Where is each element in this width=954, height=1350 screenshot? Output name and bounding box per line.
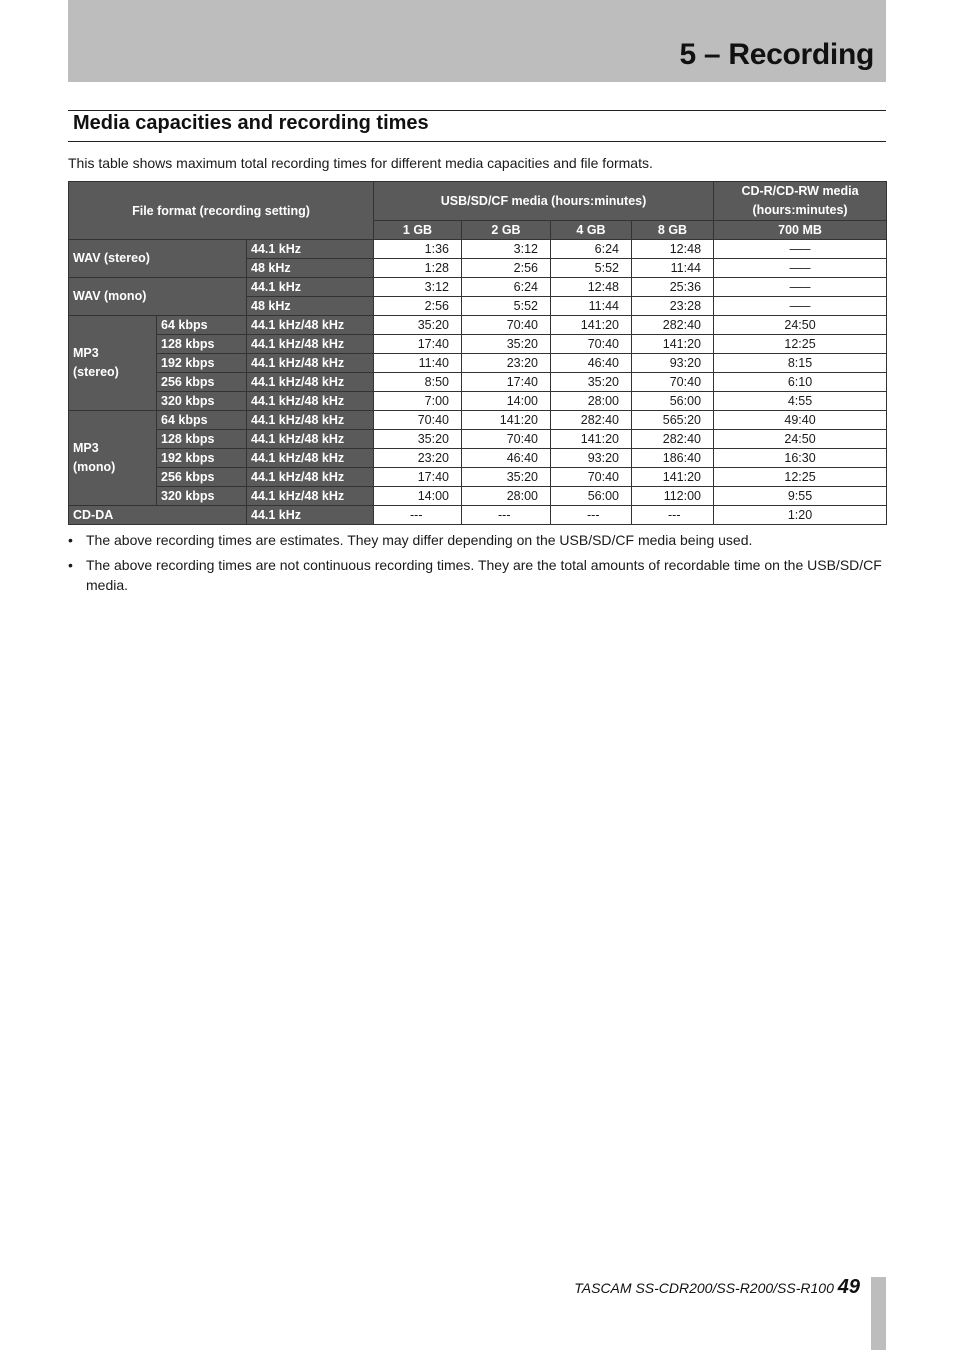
value-cell: 6:24 bbox=[462, 278, 551, 297]
frequency-cell: 44.1 kHz/48 kHz bbox=[247, 316, 374, 335]
section-rule-top bbox=[68, 110, 886, 111]
value-cell: 23:28 bbox=[632, 297, 714, 316]
value-cell: 282:40 bbox=[632, 316, 714, 335]
bitrate-cell: 64 kbps bbox=[157, 316, 247, 335]
cd-value-cell: ––– bbox=[714, 240, 887, 259]
value-cell: 3:12 bbox=[462, 240, 551, 259]
bitrate-cell: 128 kbps bbox=[157, 335, 247, 354]
bitrate-cell: 192 kbps bbox=[157, 449, 247, 468]
cd-value-cell: 6:10 bbox=[714, 373, 887, 392]
bullet-icon: • bbox=[68, 532, 73, 548]
value-cell: 28:00 bbox=[462, 487, 551, 506]
footer bbox=[574, 1276, 860, 1299]
value-cell: 5:52 bbox=[462, 297, 551, 316]
note-text: The above recording times are estimates. They may differ depending on the USB/SD/CF media being used. bbox=[86, 532, 753, 548]
value-cell: 35:20 bbox=[462, 335, 551, 354]
value-cell: 141:20 bbox=[632, 335, 714, 354]
group-label-mp3-mono-line1: MP3 bbox=[73, 441, 99, 455]
note-item bbox=[68, 530, 886, 550]
value-cell: 112:00 bbox=[632, 487, 714, 506]
value-cell: 70:40 bbox=[551, 335, 632, 354]
chapter-header-band bbox=[68, 0, 886, 82]
frequency-cell: 44.1 kHz/48 kHz bbox=[247, 373, 374, 392]
bitrate-cell: 256 kbps bbox=[157, 468, 247, 487]
table-row bbox=[69, 354, 887, 373]
value-cell: --- bbox=[551, 506, 632, 525]
frequency-cell: 44.1 kHz/48 kHz bbox=[247, 468, 374, 487]
frequency-cell: 44.1 kHz/48 kHz bbox=[247, 411, 374, 430]
value-cell: 6:24 bbox=[551, 240, 632, 259]
value-cell: 56:00 bbox=[551, 487, 632, 506]
cd-value-cell: ––– bbox=[714, 278, 887, 297]
table-row bbox=[69, 430, 887, 449]
value-cell: 35:20 bbox=[462, 468, 551, 487]
value-cell: 12:48 bbox=[632, 240, 714, 259]
value-cell: 70:40 bbox=[374, 411, 462, 430]
group-label-mp3-mono-line2: (mono) bbox=[73, 460, 116, 474]
value-cell: 70:40 bbox=[462, 316, 551, 335]
header-row-1 bbox=[69, 182, 887, 221]
value-cell: 11:44 bbox=[632, 259, 714, 278]
frequency-cell: 44.1 kHz/48 kHz bbox=[247, 487, 374, 506]
note-item bbox=[68, 555, 886, 595]
value-cell: 56:00 bbox=[632, 392, 714, 411]
table-row bbox=[69, 316, 887, 335]
frequency-cell: 44.1 kHz/48 kHz bbox=[247, 392, 374, 411]
value-cell: 282:40 bbox=[551, 411, 632, 430]
intro-paragraph: This table shows maximum total recording times for different media capacities and file formats. bbox=[68, 155, 653, 171]
bitrate-cell: 128 kbps bbox=[157, 430, 247, 449]
cd-value-cell: ––– bbox=[714, 259, 887, 278]
value-cell: 46:40 bbox=[462, 449, 551, 468]
size-header-1gb: 1 GB bbox=[374, 221, 462, 240]
page-edge-tab bbox=[871, 1277, 886, 1350]
group-label-wav-stereo: WAV (stereo) bbox=[69, 240, 247, 278]
value-cell: --- bbox=[374, 506, 462, 525]
cd-value-cell: 1:20 bbox=[714, 506, 887, 525]
chapter-title: 5 – Recording bbox=[679, 38, 874, 71]
value-cell: 35:20 bbox=[374, 430, 462, 449]
value-cell: 70:40 bbox=[462, 430, 551, 449]
section-rule-bottom bbox=[68, 141, 886, 142]
bullet-icon: • bbox=[68, 557, 73, 573]
value-cell: 17:40 bbox=[374, 335, 462, 354]
size-header-700mb: 700 MB bbox=[714, 221, 887, 240]
cd-value-cell: 12:25 bbox=[714, 335, 887, 354]
value-cell: 23:20 bbox=[374, 449, 462, 468]
frequency-cell: 44.1 kHz bbox=[247, 278, 374, 297]
cd-value-cell: 8:15 bbox=[714, 354, 887, 373]
value-cell: 17:40 bbox=[462, 373, 551, 392]
table-row bbox=[69, 373, 887, 392]
cd-media-header-line1: CD-R/CD-RW media bbox=[741, 184, 859, 198]
frequency-cell: 44.1 kHz/48 kHz bbox=[247, 430, 374, 449]
page-number: 49 bbox=[837, 1276, 860, 1298]
size-header-8gb: 8 GB bbox=[632, 221, 714, 240]
cd-media-header bbox=[714, 182, 887, 221]
group-label-mp3-stereo-line1: MP3 bbox=[73, 346, 99, 360]
size-header-2gb: 2 GB bbox=[462, 221, 551, 240]
table-row bbox=[69, 392, 887, 411]
value-cell: 5:52 bbox=[551, 259, 632, 278]
frequency-cell: 44.1 kHz bbox=[247, 240, 374, 259]
frequency-cell: 44.1 kHz/48 kHz bbox=[247, 449, 374, 468]
value-cell: 2:56 bbox=[462, 259, 551, 278]
value-cell: 25:36 bbox=[632, 278, 714, 297]
table-row bbox=[69, 449, 887, 468]
value-cell: 141:20 bbox=[551, 430, 632, 449]
recording-times-table bbox=[68, 181, 887, 525]
value-cell: 14:00 bbox=[374, 487, 462, 506]
file-format-header: File format (recording setting) bbox=[69, 182, 374, 240]
value-cell: 7:00 bbox=[374, 392, 462, 411]
value-cell: 186:40 bbox=[632, 449, 714, 468]
frequency-cell: 44.1 kHz bbox=[247, 506, 374, 525]
table-row bbox=[69, 487, 887, 506]
group-label-cdda: CD-DA bbox=[69, 506, 247, 525]
value-cell: 17:40 bbox=[374, 468, 462, 487]
group-label-wav-mono: WAV (mono) bbox=[69, 278, 247, 316]
value-cell: 12:48 bbox=[551, 278, 632, 297]
bitrate-cell: 320 kbps bbox=[157, 392, 247, 411]
value-cell: 1:36 bbox=[374, 240, 462, 259]
value-cell: 11:44 bbox=[551, 297, 632, 316]
value-cell: 28:00 bbox=[551, 392, 632, 411]
frequency-cell: 48 kHz bbox=[247, 297, 374, 316]
value-cell: 14:00 bbox=[462, 392, 551, 411]
cd-value-cell: 9:55 bbox=[714, 487, 887, 506]
value-cell: 141:20 bbox=[551, 316, 632, 335]
value-cell: 93:20 bbox=[551, 449, 632, 468]
cd-value-cell: 4:55 bbox=[714, 392, 887, 411]
table-row bbox=[69, 240, 887, 259]
value-cell: 1:28 bbox=[374, 259, 462, 278]
value-cell: 565:20 bbox=[632, 411, 714, 430]
value-cell: --- bbox=[632, 506, 714, 525]
frequency-cell: 44.1 kHz/48 kHz bbox=[247, 354, 374, 373]
cd-value-cell: ––– bbox=[714, 297, 887, 316]
cd-value-cell: 12:25 bbox=[714, 468, 887, 487]
table-row bbox=[69, 411, 887, 430]
bitrate-cell: 64 kbps bbox=[157, 411, 247, 430]
value-cell: 23:20 bbox=[462, 354, 551, 373]
cd-media-header-line2: (hours:minutes) bbox=[752, 203, 848, 217]
table-row bbox=[69, 335, 887, 354]
group-label-mp3-stereo bbox=[69, 316, 157, 411]
value-cell: 35:20 bbox=[374, 316, 462, 335]
value-cell: 8:50 bbox=[374, 373, 462, 392]
usb-media-header: USB/SD/CF media (hours:minutes) bbox=[374, 182, 714, 221]
value-cell: --- bbox=[462, 506, 551, 525]
bitrate-cell: 192 kbps bbox=[157, 354, 247, 373]
group-label-mp3-mono bbox=[69, 411, 157, 506]
value-cell: 2:56 bbox=[374, 297, 462, 316]
notes-list bbox=[68, 530, 886, 600]
value-cell: 70:40 bbox=[551, 468, 632, 487]
cd-value-cell: 49:40 bbox=[714, 411, 887, 430]
bitrate-cell: 320 kbps bbox=[157, 487, 247, 506]
size-header-4gb: 4 GB bbox=[551, 221, 632, 240]
value-cell: 141:20 bbox=[462, 411, 551, 430]
group-label-mp3-stereo-line2: (stereo) bbox=[73, 365, 119, 379]
frequency-cell: 44.1 kHz/48 kHz bbox=[247, 335, 374, 354]
table-row bbox=[69, 468, 887, 487]
value-cell: 141:20 bbox=[632, 468, 714, 487]
value-cell: 35:20 bbox=[551, 373, 632, 392]
value-cell: 93:20 bbox=[632, 354, 714, 373]
section-title: Media capacities and recording times bbox=[73, 112, 429, 134]
value-cell: 70:40 bbox=[632, 373, 714, 392]
frequency-cell: 48 kHz bbox=[247, 259, 374, 278]
value-cell: 3:12 bbox=[374, 278, 462, 297]
value-cell: 282:40 bbox=[632, 430, 714, 449]
table-row bbox=[69, 506, 887, 525]
cd-value-cell: 24:50 bbox=[714, 316, 887, 335]
cd-value-cell: 24:50 bbox=[714, 430, 887, 449]
footer-product: TASCAM SS-CDR200/SS-R200/SS-R100 bbox=[574, 1280, 834, 1296]
value-cell: 46:40 bbox=[551, 354, 632, 373]
bitrate-cell: 256 kbps bbox=[157, 373, 247, 392]
table-row bbox=[69, 278, 887, 297]
note-text: The above recording times are not continuous recording times. They are the total amounts of recordable time on the USB/SD/CF media. bbox=[86, 557, 882, 593]
cd-value-cell: 16:30 bbox=[714, 449, 887, 468]
value-cell: 11:40 bbox=[374, 354, 462, 373]
